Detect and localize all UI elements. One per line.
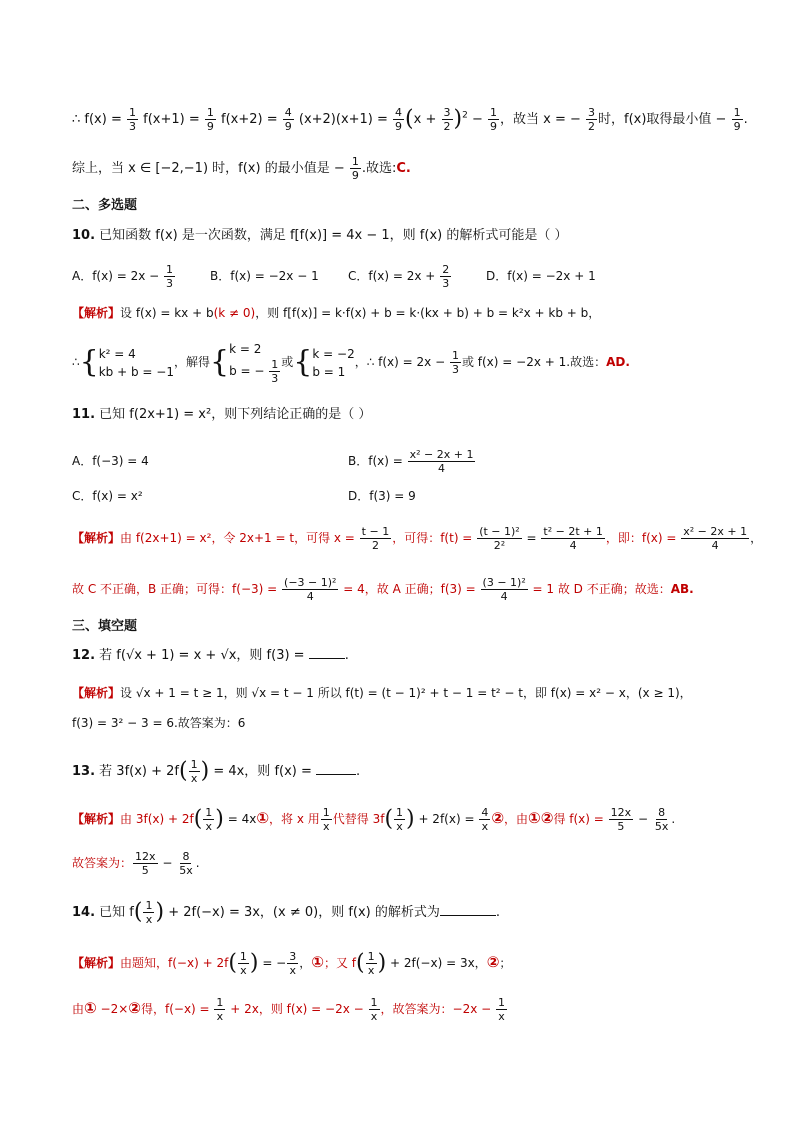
option-d: D．f(x) = −2x + 1: [486, 269, 596, 283]
option-a: A．f(x) = 2x − $\frac{1}{3}$: [72, 263, 174, 290]
fraction: $\frac{1}{9}$: [490, 106, 497, 133]
solution-conclusion-q9: 综上，当 x ∈ [−2,−1) 时，f(x) 的最小值是 − $\frac{1}{9}$ .故选:C.: [72, 155, 411, 182]
section-heading-fill-in: 三、填空题: [72, 619, 138, 634]
solution-tag: 【解析】: [72, 686, 121, 700]
question-13-stem: 13. 若 3f(x) + 2f( $\frac{1}{x}$ ) = 4x，则 f(x) = .: [72, 758, 361, 785]
question-14-solution-2: 由① −2×②得，f(−x) = $\frac{1}{x}$ + 2x，则 f(x) = −2x − $\frac{1}{x}$ ，故答案为：−2x − $\frac{1}{x}$: [72, 996, 505, 1023]
answer: AB.: [670, 582, 694, 596]
fraction: $\frac{4}{9}$: [284, 106, 292, 133]
question-10-stem: 10. 已知函数 f(x) 是一次函数，满足 f[f(x)] = 4x − 1，则 f(x) 的解析式可能是（ ）: [72, 228, 568, 243]
question-11-options-cd: [72, 487, 754, 505]
question-12-stem: 12. 若 f(√x + 1) = x + √x，则 f(3) = .: [72, 648, 349, 663]
option-a: A．f(−3) = 4: [72, 454, 149, 468]
question-12-solution-1: 【解析】设 √x + 1 = t ≥ 1，则 √x = t − 1 所以 f(t) = (t − 1)² + t − 1 = t² − t，即 f(x) = x² − x，(x ≥ 1)，: [72, 686, 692, 700]
solution-line-q9: ∴ f(x) = $\frac{1}{3}$ f(x+1) = $\frac{1}{9}$ f(x+2) = $\frac{4}{9}$ (x+2)(x+1) = $\frac{4}{9}$ (x + $\frac{3}{2}$ )$^2$ − $\frac{1}{9}$ ，故当 x = − $\frac{3}{2}$ 时，f(x)取得最小值 − $\frac{1}{9}$ .: [72, 106, 748, 133]
option-b: B．f(x) = −2x − 1: [210, 269, 319, 283]
fraction: $\frac{1}{9}$: [206, 106, 214, 133]
question-10-options: [72, 263, 754, 290]
section-heading-multi-choice: 二、多选题: [72, 198, 138, 213]
fraction: $\frac{3}{2}$: [588, 106, 596, 133]
question-13-solution-1: 【解析】由 3f(x) + 2f( $\frac{1}{x}$ ) = 4x①，将 x 用 $\frac{1}{x}$ 代替得 3f( $\frac{1}{x}$ ) + 2f(x) = $\frac{4}{x}$ ②，由①②得 f(x) = $\frac{12x}{5}$ − $\frac{8}{5x}$ .: [72, 806, 676, 833]
answer-blank[interactable]: [309, 658, 345, 659]
answer: AD.: [606, 355, 630, 369]
fraction: $\frac{4}{9}$: [395, 106, 403, 133]
question-10-solution-1: 【解析】设 f(x) = kx + b(k ≠ 0)，则 f[f(x)] = k·f(x) + b = k·(kx + b) + b = k²x + kb + b，: [72, 306, 601, 320]
answer: C.: [396, 161, 411, 176]
solution-tag: 【解析】: [72, 306, 121, 320]
solution-tag: 【解析】: [72, 956, 121, 970]
question-10-solution-2: ∴{ k² = 4 kb + b = −1 ，解得{ k = 2 b = − $\frac{1}{3}$ 或{ k = −2 b = 1 ，∴ f(x) = 2x − $\frac{1}{3}$ 或 f(x) = −2x + 1.故选：AD.: [72, 342, 630, 385]
option-b: B．f(x) = $\frac{\text{x² − 2x + 1}}{4}$: [348, 448, 474, 475]
question-11-solution-2: 故 C 不正确，B 正确；可得：f(−3) = $\frac{\text{(−3 − 1)²}}{4}$ = 4，故 A 正确；f(3) = $\frac{\text{(3 − 1)²}}{4}$ = 1 故 D 不正确；故选：AB.: [72, 576, 694, 603]
fraction: $\frac{1}{3}$: [128, 106, 136, 133]
question-14-solution-1: 【解析】由题知，f(−x) + 2f( $\frac{1}{x}$ ) = − $\frac{3}{x}$ ，①；又 f( $\frac{1}{x}$ ) + 2f(−x) = 3x，②；: [72, 950, 512, 977]
option-c: C．f(x) = 2x + $\frac{2}{3}$: [348, 263, 450, 290]
fraction: $\frac{1}{9}$: [733, 106, 741, 133]
question-11-solution-1: 【解析】由 f(2x+1) = x²，令 2x+1 = t，可得 x = $\frac{t - 1}{2}$ ，可得：f(t) = $\frac{\text{(t − 1)²}}{\text{2²}}$ = $\frac{\text{t² − 2t + 1}}{4}$ ，即：f(x) = $\frac{\text{x² − 2x + 1}}{4}$ ，: [72, 525, 763, 552]
question-11-options-ab: [72, 448, 754, 475]
fraction: $\frac{3}{2}$: [443, 106, 451, 133]
option-c: C．f(x) = x²: [72, 489, 143, 503]
solution-tag: 【解析】: [72, 812, 121, 826]
answer-blank[interactable]: [316, 774, 356, 775]
question-13-answer: 故答案为： $\frac{12x}{5}$ − $\frac{8}{5x}$ .: [72, 850, 200, 877]
question-11-stem: 11. 已知 f(2x+1) = x²，则下列结论正确的是（ ）: [72, 407, 372, 422]
question-14-stem: 14. 已知 f( $\frac{1}{x}$ ) + 2f(−x) = 3x，(x ≠ 0)，则 f(x) 的解析式为 .: [72, 899, 501, 926]
solution-tag: 【解析】: [72, 531, 121, 545]
question-12-solution-2: f(3) = 3² − 3 = 6.故答案为：6: [72, 716, 246, 730]
fraction: $\frac{1}{9}$: [351, 155, 359, 182]
option-d: D．f(3) = 9: [348, 489, 416, 503]
answer-blank[interactable]: [440, 915, 496, 916]
